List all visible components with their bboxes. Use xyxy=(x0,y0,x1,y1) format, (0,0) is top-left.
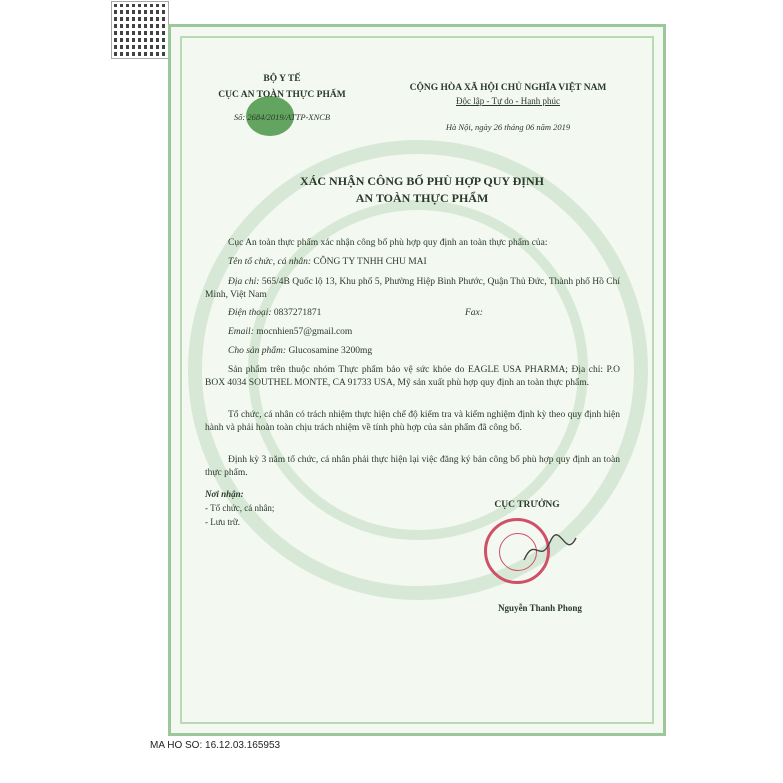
email-label: Email: xyxy=(228,327,254,337)
intro: Cục An toàn thực phẩm xác nhận công bố phù hợp quy định an toàn thực phẩm của: xyxy=(228,238,548,248)
paragraph-renewal: Định kỳ 3 năm tổ chức, cá nhân phải thực hiện lại việc đăng ký bản công bố phù hợp quy định an toàn thực phẩm. xyxy=(205,455,620,478)
paragraph-responsibility: Tổ chức, cá nhân có trách nhiệm thực hiện chế độ kiểm tra và kiểm nghiệm định kỳ theo quy định hiện hành và phải hoàn toàn chịu trách nhiệm về tính phù hợp của sản phẩm đã công bố. xyxy=(205,410,620,433)
product-value: Glucosamine 3200mg xyxy=(288,346,373,356)
recipient-item: - Tổ chức, cá nhân; xyxy=(205,503,275,513)
signature xyxy=(520,530,580,570)
agency: CỤC AN TOÀN THỰC PHẨM xyxy=(218,90,346,100)
address-label: Địa chỉ: xyxy=(228,277,260,287)
org-label: Tên tổ chức, cá nhân: xyxy=(228,257,312,267)
recipient-item: - Lưu trữ. xyxy=(205,517,240,527)
product-label: Cho sản phẩm: xyxy=(228,346,287,356)
date: Hà Nội, ngày 26 tháng 06 năm 2019 xyxy=(445,122,571,132)
phone-value: 0837271871 xyxy=(273,308,322,318)
title-line-2: AN TOÀN THỰC PHẨM xyxy=(355,191,489,205)
signer-title: CỤC TRƯỞNG xyxy=(494,500,560,510)
phone-label: Điện thoại: xyxy=(228,308,272,318)
email-value: mocnhien57@gmail.com xyxy=(256,327,353,337)
paragraph-manufacturer: Sản phẩm trên thuộc nhóm Thực phẩm bảo vệ sức khỏe do EAGLE USA PHARMA; Địa chỉ: P.O BOX 4034 SOUTHEL MONTE, CA 91733 USA, Mỹ sản xuất phù hợp quy định an toàn thực phẩm. xyxy=(205,365,620,388)
qr-code xyxy=(112,2,168,58)
org-value: CÔNG TY TNHH CHU MAI xyxy=(313,257,427,267)
recipients-label: Nơi nhận: xyxy=(205,489,244,499)
fax-label: Fax: xyxy=(465,308,483,318)
republic: CỘNG HÒA XÃ HỘI CHỦ NGHĨA VIỆT NAM xyxy=(409,83,607,93)
title-line-1: XÁC NHẬN CÔNG BỐ PHÙ HỢP QUY ĐỊNH xyxy=(300,174,544,188)
document-number: Số: 2684/2019/ATTP-XNCB xyxy=(233,112,331,122)
signer-name: Nguyễn Thanh Phong xyxy=(498,603,582,613)
address-value: 565/4B Quốc lộ 13, Khu phố 5, Phường Hiệp Bình Phước, Quận Thủ Đức, Thành phố Hồ Chí Minh, Việt Nam xyxy=(205,277,620,300)
motto: Độc lập - Tự do - Hạnh phúc xyxy=(456,96,560,106)
file-code: MA HO SO: 16.12.03.165953 xyxy=(150,740,281,751)
ministry: BỘ Y TẾ xyxy=(263,74,301,84)
